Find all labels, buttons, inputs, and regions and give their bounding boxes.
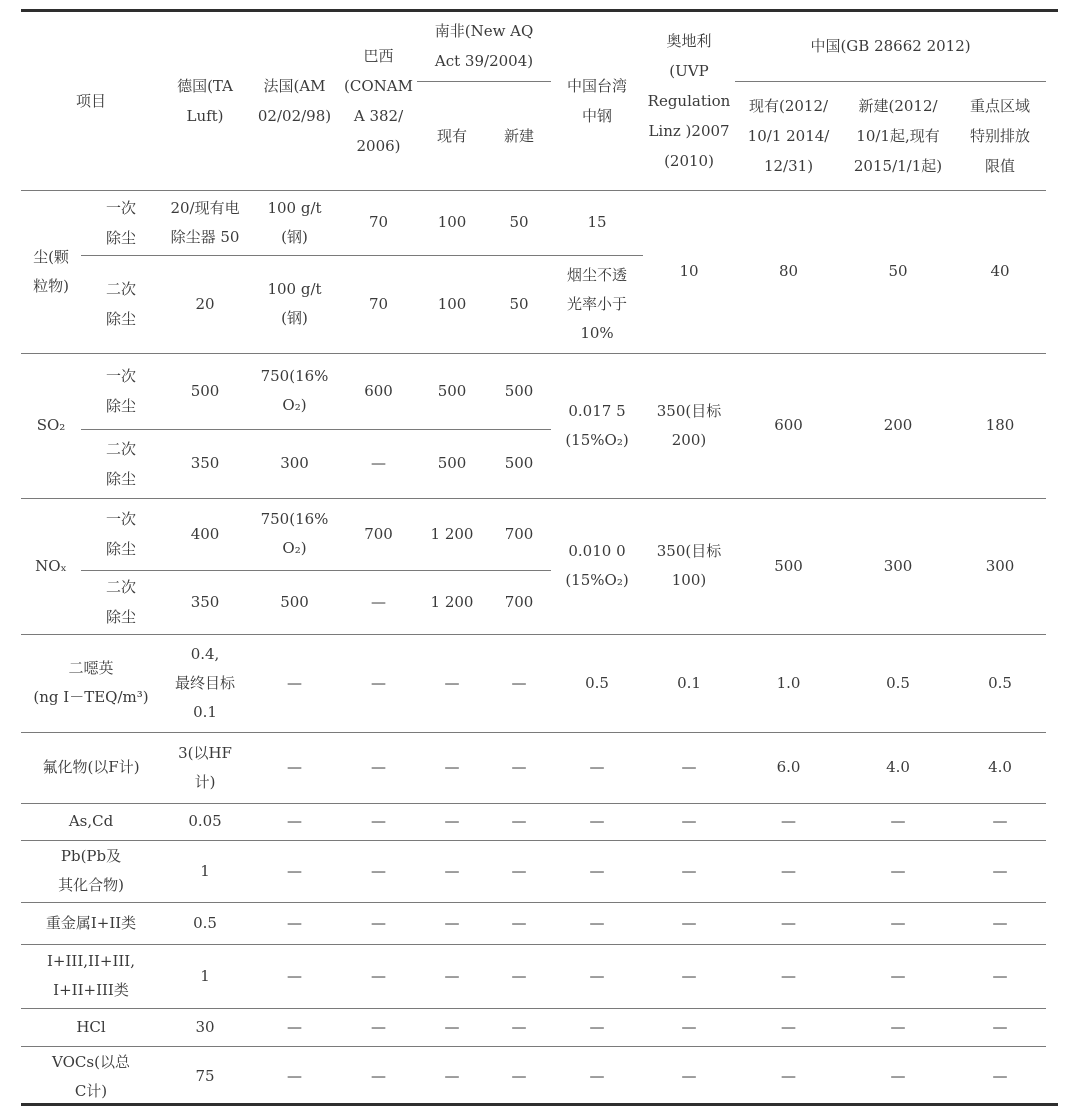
cell-so2-primary-sa-existing: 500: [417, 353, 487, 429]
cell-dioxin-france: —: [249, 634, 340, 732]
cell-nox-cn-special: 300: [954, 498, 1046, 634]
cell-dash: —: [417, 944, 487, 1008]
cell-dioxin-austria: 0.1: [643, 634, 735, 732]
cell-so2-austria: 350(目标 200): [643, 353, 735, 498]
cell-dash: —: [249, 1046, 340, 1107]
row-label-vocs: VOCs(以总 C计): [21, 1046, 161, 1107]
cell-dash: —: [249, 944, 340, 1008]
cell-dash: —: [643, 902, 735, 944]
cell-dioxin-brazil: —: [340, 634, 417, 732]
cell-dioxin-sa-new: —: [487, 634, 551, 732]
cell-dash: —: [551, 944, 643, 1008]
cell-dust-primary-sa-existing: 100: [417, 190, 487, 255]
header-germany: 德国(TA Luft): [177, 76, 233, 125]
cell-dash: —: [551, 1008, 643, 1046]
cell-nox-cn-new: 300: [842, 498, 954, 634]
cell-dash: —: [249, 1008, 340, 1046]
cell-nox-primary-brazil: 700: [340, 498, 417, 570]
cell-dash: —: [954, 840, 1046, 902]
sub-label-secondary: 二次 除尘: [81, 429, 161, 498]
cell-dash: —: [735, 803, 842, 840]
cell-dash: —: [417, 803, 487, 840]
cell-fluoride-brazil: —: [340, 732, 417, 803]
cell-pb-germany: 1: [161, 840, 249, 902]
cell-so2-primary-germany: 500: [161, 353, 249, 429]
sub-label-secondary: 二次 除尘: [81, 570, 161, 634]
cell-dash: —: [551, 1046, 643, 1107]
cell-dash: —: [842, 840, 954, 902]
cell-dash: —: [842, 803, 954, 840]
comparison-table: [21, 12, 1080, 1107]
cell-fluoride-sa-existing: —: [417, 732, 487, 803]
cell-dash: —: [735, 902, 842, 944]
cell-dash: —: [340, 902, 417, 944]
cell-dash: —: [551, 902, 643, 944]
header-cn-special: 重点区域 特别排放 限值: [954, 81, 1046, 190]
cell-dash: —: [340, 1008, 417, 1046]
cell-dust-secondary-france: 100 g/t (钢): [249, 255, 340, 353]
cell-dash: —: [954, 1046, 1046, 1107]
cell-dash: —: [954, 902, 1046, 944]
cell-dust-secondary-sa-existing: 100: [417, 255, 487, 353]
cell-dash: —: [842, 1008, 954, 1046]
cell-dash: —: [643, 803, 735, 840]
cell-dash: —: [249, 840, 340, 902]
sub-label-primary: 一次 除尘: [81, 498, 161, 570]
header-taiwan: 中国台湾 中钢: [567, 76, 628, 125]
cell-nox-primary-germany: 400: [161, 498, 249, 570]
cell-fluoride-taiwan: —: [551, 732, 643, 803]
cell-dash: —: [487, 1046, 551, 1107]
cell-dust-primary-germany: 20/现有电 除尘器 50: [161, 190, 249, 255]
cell-so2-primary-france: 750(16% O₂): [249, 353, 340, 429]
cell-class-combos-germany: 1: [161, 944, 249, 1008]
cell-dust-cn-existing: 80: [735, 190, 842, 353]
cell-dash: —: [954, 944, 1046, 1008]
cell-dash: —: [954, 803, 1046, 840]
cell-dash: —: [643, 1008, 735, 1046]
cell-dash: —: [842, 1046, 954, 1107]
cell-dioxin-taiwan: 0.5: [551, 634, 643, 732]
cell-dioxin-cn-special: 0.5: [954, 634, 1046, 732]
cell-dash: —: [643, 944, 735, 1008]
cell-dust-primary-france: 100 g/t (钢): [249, 190, 340, 255]
cell-so2-secondary-sa-new: 500: [487, 429, 551, 498]
cell-dash: —: [487, 1008, 551, 1046]
cell-nox-taiwan: 0.010 0 (15%O₂): [551, 498, 643, 634]
cell-so2-cn-new: 200: [842, 353, 954, 498]
row-label-dust: 尘(颗 粒物): [21, 190, 81, 353]
cell-dash: —: [735, 1046, 842, 1107]
row-label-heavy-metals: 重金属I+II类: [21, 902, 161, 944]
cell-dash: —: [417, 902, 487, 944]
cell-dioxin-sa-existing: —: [417, 634, 487, 732]
header-sa-new: 新建: [487, 81, 551, 190]
cell-dust-secondary-taiwan: 烟尘不透 光率小于 10%: [551, 255, 643, 353]
cell-hcl-germany: 30: [161, 1008, 249, 1046]
sub-label-primary: 一次 除尘: [81, 190, 161, 255]
cell-dust-primary-taiwan: 15: [551, 190, 643, 255]
header-south-africa: 南非(New AQ Act 39/2004): [434, 22, 534, 71]
cell-fluoride-cn-special: 4.0: [954, 732, 1046, 803]
cell-fluoride-cn-existing: 6.0: [735, 732, 842, 803]
cell-dash: —: [735, 840, 842, 902]
cell-dust-cn-new: 50: [842, 190, 954, 353]
cell-dash: —: [417, 840, 487, 902]
cell-nox-primary-france: 750(16% O₂): [249, 498, 340, 570]
cell-dust-secondary-germany: 20: [161, 255, 249, 353]
cell-dash: —: [842, 944, 954, 1008]
cell-dash: —: [842, 902, 954, 944]
cell-dash: —: [735, 1008, 842, 1046]
cell-dioxin-cn-existing: 1.0: [735, 634, 842, 732]
cell-so2-taiwan: 0.017 5 (15%O₂): [551, 353, 643, 498]
cell-dash: —: [487, 840, 551, 902]
cell-dash: —: [487, 803, 551, 840]
sub-label-secondary: 二次 除尘: [81, 255, 161, 353]
header-austria: 奥地利 (UVP Regulation Linz )2007 (2010): [647, 31, 731, 170]
cell-dash: —: [249, 803, 340, 840]
cell-dash: —: [487, 902, 551, 944]
cell-nox-secondary-brazil: —: [340, 570, 417, 634]
cell-dash: —: [643, 1046, 735, 1107]
cell-dash: —: [954, 1008, 1046, 1046]
cell-so2-cn-special: 180: [954, 353, 1046, 498]
cell-nox-cn-existing: 500: [735, 498, 842, 634]
cell-dust-primary-brazil: 70: [340, 190, 417, 255]
header-sa-existing: 现有: [417, 81, 487, 190]
cell-dash: —: [340, 803, 417, 840]
row-label-class-combos: I+III,II+III, I+II+III类: [21, 944, 161, 1008]
row-label-as-cd: As,Cd: [21, 803, 161, 840]
header-france: 法国(AM 02/02/98): [257, 76, 332, 125]
cell-dash: —: [487, 944, 551, 1008]
cell-dash: —: [340, 1046, 417, 1107]
cell-dash: —: [551, 803, 643, 840]
cell-fluoride-cn-new: 4.0: [842, 732, 954, 803]
header-cn-new: 新建(2012/ 10/1起,现有 2015/1/1起): [842, 81, 954, 190]
header-brazil: 巴西 (CONAM A 382/ 2006): [344, 46, 413, 155]
cell-nox-secondary-france: 500: [249, 570, 340, 634]
cell-dust-secondary-sa-new: 50: [487, 255, 551, 353]
cell-dash: —: [249, 902, 340, 944]
cell-dash: —: [551, 840, 643, 902]
cell-so2-secondary-brazil: —: [340, 429, 417, 498]
row-label-so2: SO₂: [21, 353, 81, 498]
cell-so2-cn-existing: 600: [735, 353, 842, 498]
cell-dash: —: [340, 840, 417, 902]
cell-dust-austria: 10: [643, 190, 735, 353]
cell-dash: —: [417, 1046, 487, 1107]
sub-label-primary: 一次 除尘: [81, 353, 161, 429]
cell-dioxin-cn-new: 0.5: [842, 634, 954, 732]
cell-nox-primary-sa-existing: 1 200: [417, 498, 487, 570]
cell-so2-primary-brazil: 600: [340, 353, 417, 429]
row-label-dioxin: 二噁英 (ng I－TEQ/m³): [21, 634, 161, 732]
cell-nox-primary-sa-new: 700: [487, 498, 551, 570]
cell-nox-austria: 350(目标 100): [643, 498, 735, 634]
row-label-fluoride: 氟化物(以F计): [21, 732, 161, 803]
cell-dash: —: [735, 944, 842, 1008]
cell-so2-primary-sa-new: 500: [487, 353, 551, 429]
header-item: 项目: [76, 91, 107, 110]
cell-so2-secondary-germany: 350: [161, 429, 249, 498]
cell-nox-secondary-germany: 350: [161, 570, 249, 634]
cell-vocs-germany: 75: [161, 1046, 249, 1107]
cell-as-cd-germany: 0.05: [161, 803, 249, 840]
cell-fluoride-sa-new: —: [487, 732, 551, 803]
cell-fluoride-germany: 3(以HF 计): [161, 732, 249, 803]
cell-dust-secondary-brazil: 70: [340, 255, 417, 353]
row-label-hcl: HCl: [21, 1008, 161, 1046]
cell-nox-secondary-sa-existing: 1 200: [417, 570, 487, 634]
cell-dust-cn-special: 40: [954, 190, 1046, 353]
cell-fluoride-austria: —: [643, 732, 735, 803]
cell-dash: —: [643, 840, 735, 902]
cell-dash: —: [340, 944, 417, 1008]
header-china: 中国(GB 28662 2012): [810, 37, 971, 56]
cell-dash: —: [417, 1008, 487, 1046]
cell-nox-secondary-sa-new: 700: [487, 570, 551, 634]
cell-so2-secondary-france: 300: [249, 429, 340, 498]
cell-so2-secondary-sa-existing: 500: [417, 429, 487, 498]
row-label-nox: NOₓ: [21, 498, 81, 634]
row-label-pb: Pb(Pb及 其化合物): [21, 840, 161, 902]
cell-fluoride-france: —: [249, 732, 340, 803]
cell-dioxin-germany: 0.4, 最终目标 0.1: [161, 634, 249, 732]
cell-dust-primary-sa-new: 50: [487, 190, 551, 255]
emission-standards-table: [21, 9, 1058, 1106]
header-cn-existing: 现有(2012/ 10/1 2014/ 12/31): [735, 81, 842, 190]
cell-heavy-metals-germany: 0.5: [161, 902, 249, 944]
